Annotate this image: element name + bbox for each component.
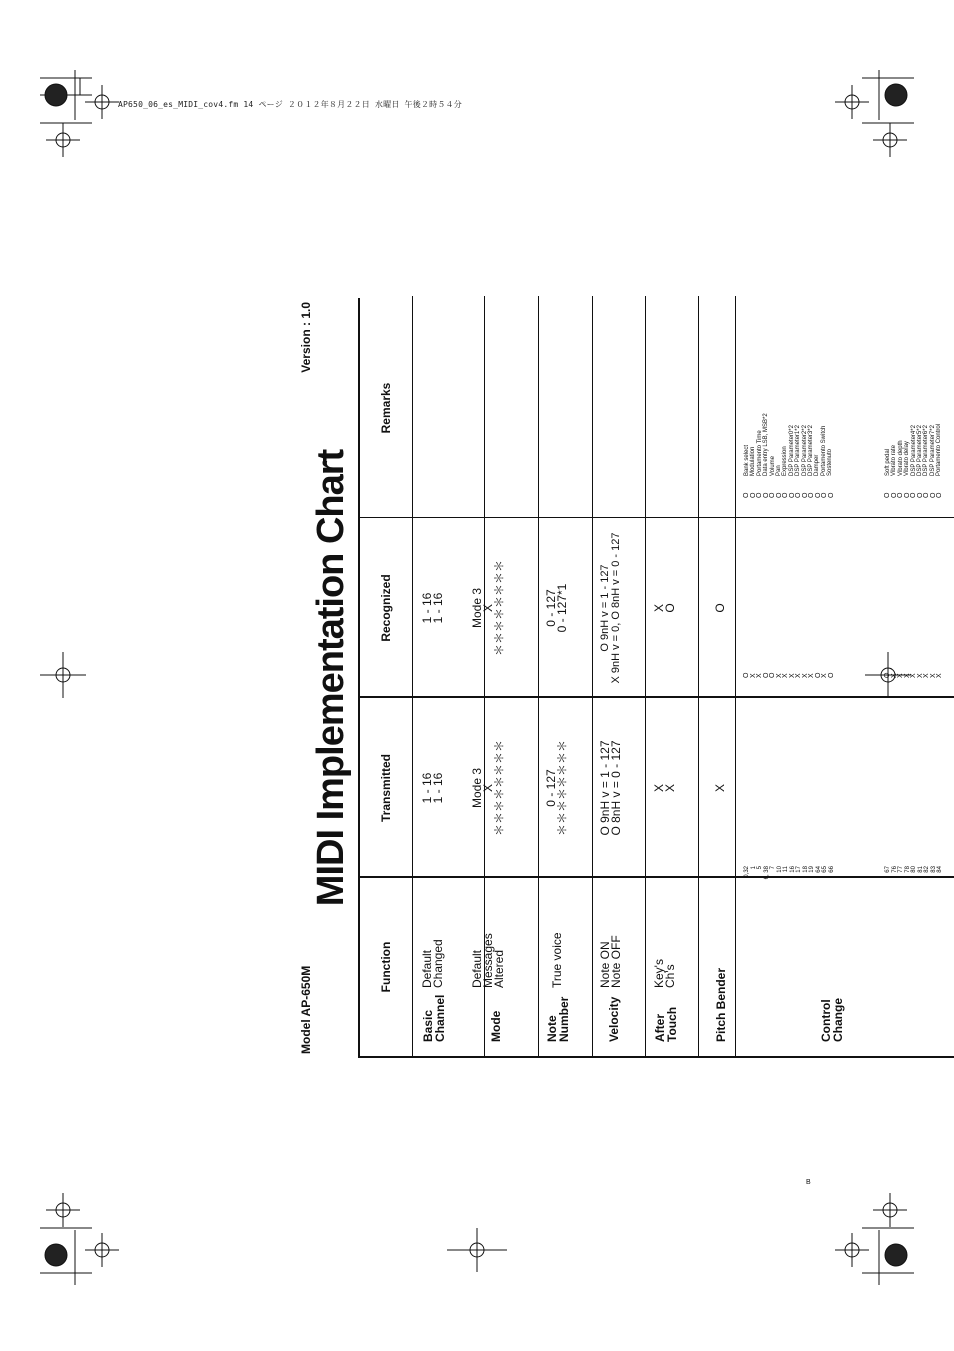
cc-remark: Damper: [814, 454, 821, 476]
cc-remark: Vibrato rate: [891, 445, 898, 476]
cc-number: 65: [822, 866, 828, 873]
row-divider: [538, 296, 539, 1056]
row-divider: [735, 296, 736, 1056]
pitch-bender-rx: O: [713, 603, 727, 613]
cc-remark: DSP Parameter6*2: [923, 425, 930, 476]
cc-rx-value: O: [756, 492, 763, 498]
model-label: Model AP-650M: [299, 965, 313, 1054]
cc-tx-value: X: [795, 673, 802, 678]
cc-tx-value: O: [827, 672, 835, 678]
cc-remark: Modulation: [750, 446, 757, 476]
cc-rx-value: O: [782, 492, 789, 498]
cc-rx-value: O: [936, 492, 943, 498]
cc-rx-value: O: [749, 492, 757, 498]
cc-tx-value: X: [936, 673, 943, 678]
cc-tx-value: X: [890, 673, 898, 678]
cc-rx-value: O: [808, 492, 815, 498]
cc-number: 83: [930, 866, 937, 873]
cc-tx-value: X: [910, 673, 917, 678]
row-label-basic-channel: Basic Channel: [421, 994, 447, 1042]
rotated-chart-page: [296, 298, 943, 1058]
basic-channel-sub: Default Changed: [420, 939, 445, 988]
file-header: AP650_06_es_MIDI_cov4.fm 14 ページ ２０１２年８月２２日 水曜日 午後２時５４分: [118, 100, 462, 109]
cc-group2-numbers: [885, 866, 944, 922]
row-divider: [645, 296, 646, 1056]
cc-remark: DSP Parameter3*2: [808, 425, 815, 476]
cc-tx-value: X: [808, 673, 815, 678]
cc-remark: Data entry LSB, MSB*2: [763, 413, 770, 476]
basic-channel-rx: 1 - 16 1 - 16: [420, 592, 445, 624]
cc-tx-value: X: [775, 673, 783, 678]
cc-tx-value: X: [801, 673, 809, 678]
header-remarks: Remarks: [379, 382, 393, 434]
cc-remark: DSP Parameter0*2: [788, 425, 795, 476]
row-label-pitch-bender: Pitch Bender: [714, 967, 728, 1042]
cc-number: 77: [898, 866, 904, 873]
cc-rx-value: O: [795, 492, 802, 498]
note-number-rx: 0 - 127 0 - 127*1: [544, 583, 569, 633]
cc-rx-value: O: [769, 492, 776, 498]
cc-group2-remarks: [885, 424, 943, 476]
cc-group2-rx: [885, 493, 944, 498]
cc-number: 7: [770, 866, 776, 870]
cc-remark: Sostenuto: [827, 448, 834, 476]
cc-rx-value: O: [903, 492, 911, 498]
cc-rx-value: O: [884, 492, 891, 498]
row-divider: [698, 296, 699, 1056]
cc-rx-value: O: [743, 492, 750, 498]
cc-rx-value: O: [827, 492, 835, 498]
cc-number: 16: [789, 866, 796, 873]
cc-remark: DSP Parameter5*2: [917, 425, 924, 476]
cc-number: 6, 38: [763, 866, 770, 880]
cc-number: 11: [783, 866, 789, 873]
cc-number: 81: [917, 866, 924, 873]
cc-rx-value: O: [814, 492, 822, 498]
pitch-bender-tx: X: [713, 784, 727, 793]
version-label: Version : 1.0: [299, 302, 313, 373]
row-label-note-number: Note Number: [545, 996, 571, 1042]
mode-rx: Mode 3 X ＊＊＊＊＊＊＊＊: [470, 560, 506, 657]
cc-group2-tx: [885, 673, 944, 678]
cc-rx-value: O: [821, 492, 828, 498]
midi-table: [358, 298, 954, 1058]
cc-number: 1: [750, 866, 757, 870]
cc-group1-tx: [744, 673, 835, 678]
row-label-control-change: Control Change: [819, 997, 845, 1042]
cc-tx-value: X: [897, 673, 904, 678]
cc-number: 64: [815, 866, 822, 873]
cc-tx-value: O: [762, 672, 770, 678]
cc-rx-value: O: [910, 492, 917, 498]
cc-rx-value: O: [916, 492, 924, 498]
row-label-mode: Mode: [489, 1010, 503, 1042]
cc-number: 80: [911, 866, 917, 873]
row-label-after-touch: After Touch: [653, 1006, 679, 1042]
cc-rx-value: O: [762, 492, 770, 498]
cc-tx-value: X: [929, 673, 937, 678]
cc-rx-value: O: [929, 492, 937, 498]
page-title: MIDI Implementation Chart: [310, 449, 352, 907]
cc-rx-value: O: [923, 492, 930, 498]
row-divider: [592, 296, 593, 1056]
row-divider: [412, 296, 413, 1056]
cc-remark: Expression: [782, 446, 789, 476]
header-transmitted: Transmitted: [379, 754, 393, 823]
cc-rx-value: O: [788, 492, 796, 498]
cc-tx-value: X: [903, 673, 911, 678]
cc-remark: Volume: [769, 455, 776, 476]
page-letter: B: [806, 1179, 811, 1186]
cc-number: 19: [809, 866, 815, 873]
cc-remark: Portamento Switch: [820, 425, 827, 476]
cc-tx-value: X: [782, 673, 789, 678]
cc-number: 10: [776, 866, 783, 873]
row-label-velocity: Velocity: [607, 996, 621, 1042]
cc-number: 17: [796, 866, 802, 873]
cc-remark: DSP Parameter2*2: [801, 425, 808, 476]
cc-number: 18: [802, 866, 809, 873]
velocity-tx: O 9nH v = 1 - 127 O 8nH v = 0 - 127: [598, 740, 623, 836]
cc-rx-value: O: [890, 492, 898, 498]
cc-remark: Pan: [776, 465, 783, 476]
cc-number: 0,32: [744, 866, 750, 878]
header-recognized: Recognized: [379, 574, 393, 642]
cc-rx-value: O: [801, 492, 809, 498]
cc-tx-value: O: [814, 672, 822, 678]
cc-remark: DSP Parameter4*2: [910, 425, 917, 476]
cc-tx-value: O: [743, 672, 750, 678]
after-touch-sub: Key's Ch's: [652, 959, 677, 988]
after-touch-tx: X X: [652, 784, 677, 793]
cc-group1-numbers: [744, 866, 835, 922]
velocity-rx: O 9nH v = 1 - 127 X 9nH v = 0, O 8nH v = 0 - 127: [599, 532, 622, 684]
cc-number: 84: [937, 866, 943, 873]
cc-number: 67: [885, 866, 891, 873]
velocity-sub: Note ON Note OFF: [598, 935, 623, 988]
cc-remark: Bank select: [744, 444, 750, 476]
cc-remark: Soft pedal: [885, 448, 891, 476]
cc-number: 76: [891, 866, 898, 873]
after-touch-rx: X O: [652, 603, 677, 613]
note-number-tx: 0 - 127 ＊＊＊＊＊＊＊＊: [544, 740, 569, 837]
cc-remark: Vibrato delay: [904, 441, 911, 476]
note-number-sub: True voice: [550, 932, 564, 988]
cc-number: 66: [828, 866, 835, 873]
cc-remark: DSP Parameter7*2: [929, 425, 936, 476]
cc-tx-value: O: [884, 672, 891, 678]
mode-sub: Default Messages Altered: [470, 933, 506, 988]
cc-number: 5: [757, 866, 763, 870]
cc-tx-value: O: [769, 672, 776, 678]
cc-tx-value: X: [756, 673, 763, 678]
basic-channel-tx: 1 - 16 1 - 16: [420, 772, 445, 804]
cc-remark: DSP Parameter1*2: [795, 425, 802, 476]
cc-tx-value: X: [788, 673, 796, 678]
cc-remark: Portamento Control: [936, 423, 943, 476]
cc-number: 78: [904, 866, 911, 873]
mode-tx: Mode 3 X ＊＊＊＊＊＊＊＊: [470, 740, 506, 837]
cc-tx-value: X: [749, 673, 757, 678]
cc-rx-value: O: [897, 492, 904, 498]
cc-group1-rx: [744, 493, 835, 498]
cc-tx-value: X: [821, 673, 828, 678]
cc-remark: Vibrato depth: [897, 440, 904, 476]
cc-number: 82: [924, 866, 930, 873]
cc-remark: Portamento Time: [756, 430, 763, 476]
cc-group1-remarks: [744, 413, 834, 476]
cc-tx-value: X: [916, 673, 924, 678]
cc-tx-value: X: [923, 673, 930, 678]
cc-rx-value: O: [775, 492, 783, 498]
header-function: Function: [379, 941, 393, 993]
